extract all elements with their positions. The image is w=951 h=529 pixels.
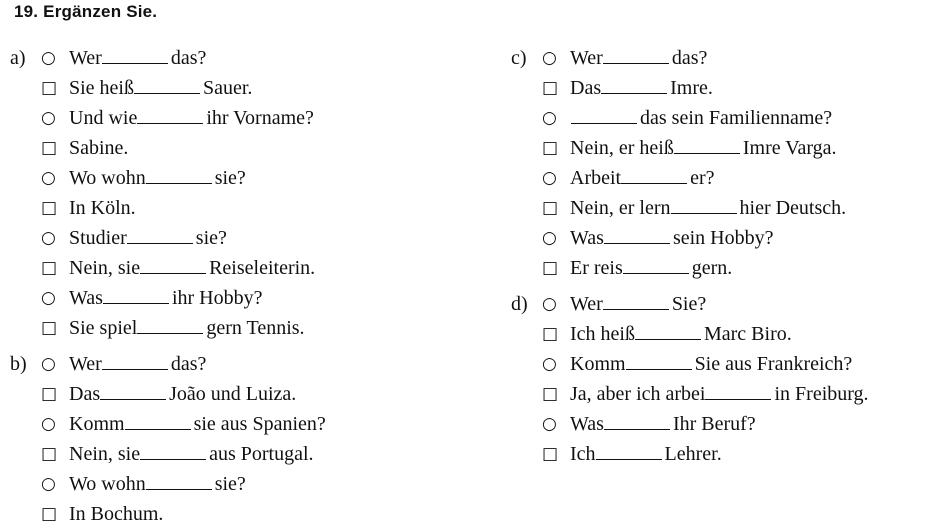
speaker-b-square-icon: □ (41, 258, 58, 278)
line-text-after-blank: das? (671, 47, 708, 69)
dialogue-line (542, 379, 869, 409)
speaker-b-square-icon: □ (41, 198, 58, 218)
fill-in-blank[interactable] (146, 473, 212, 490)
line-text: Sabine. (69, 137, 129, 159)
line-text-after-blank: er? (690, 167, 715, 189)
speaker-b-square-icon: □ (542, 198, 559, 218)
dialogue-line (542, 439, 869, 469)
line-text-after-blank: Ihr Beruf? (672, 413, 756, 435)
fill-in-blank[interactable] (604, 227, 670, 244)
line-text-before-blank: Wo wohn (69, 473, 146, 495)
line-text-before-blank: Sie spiel (69, 317, 138, 339)
line-text-before-blank: Ich (570, 443, 596, 465)
dialogue-line (542, 43, 869, 73)
speaker-b-square-icon: □ (542, 138, 559, 158)
line-text-before-blank: Sie heiß (69, 77, 134, 99)
line-text-before-blank: Das (69, 383, 101, 405)
speaker-a-circle-icon: ○ (41, 168, 56, 188)
dialogue-line (41, 103, 326, 133)
fill-in-blank[interactable] (100, 383, 166, 400)
line-text-after-blank: Sauer. (203, 77, 253, 99)
line-text-before-blank: Arbeit (570, 167, 622, 189)
fill-in-blank[interactable] (671, 197, 737, 214)
line-text-before-blank: Wer (570, 293, 603, 315)
speaker-a-circle-icon: ○ (41, 48, 56, 68)
line-text-before-blank: Ich heiß (570, 323, 635, 345)
line-text-before-blank: Wer (69, 353, 102, 375)
dialogue-line (41, 469, 326, 499)
dialogue-lines (542, 43, 869, 283)
line-text-after-blank: sie? (214, 167, 246, 189)
speaker-a-circle-icon: ○ (41, 354, 56, 374)
line-text-before-blank: Was (69, 287, 103, 309)
line-text-before-blank: Nein, er lern (570, 197, 671, 219)
dialogue-line (542, 103, 869, 133)
right-column (511, 43, 869, 469)
speaker-b-square-icon: □ (542, 444, 559, 464)
dialogue-line (41, 43, 326, 73)
dialogue-line (41, 349, 326, 379)
dialogue-line (542, 409, 869, 439)
dialogue-line (41, 379, 326, 409)
line-text-after-blank: sie? (214, 473, 246, 495)
fill-in-blank[interactable] (102, 47, 168, 64)
line-text-before-blank: Und wie (69, 107, 138, 129)
dialogue-line (41, 133, 326, 163)
speaker-a-circle-icon: ○ (542, 354, 557, 374)
line-text-after-blank: das? (170, 353, 207, 375)
fill-in-blank[interactable] (137, 317, 203, 334)
fill-in-blank[interactable] (705, 383, 771, 400)
line-text-before-blank: Nein, sie (69, 443, 141, 465)
dialogue-line (542, 253, 869, 283)
speaker-b-square-icon: □ (41, 444, 58, 464)
speaker-b-square-icon: □ (41, 138, 58, 158)
section-label: a) (10, 47, 26, 69)
line-text-after-blank: Imre Varga. (742, 137, 837, 159)
line-text-before-blank: Nein, er heiß (570, 137, 674, 159)
line-text-before-blank: Ja, aber ich arbei (570, 383, 706, 405)
dialogue-line (41, 223, 326, 253)
dialogue-lines (41, 43, 326, 343)
dialogue-lines (542, 289, 869, 469)
speaker-b-square-icon: □ (41, 318, 58, 338)
fill-in-blank[interactable] (603, 47, 669, 64)
speaker-b-square-icon: □ (542, 78, 559, 98)
speaker-b-square-icon: □ (542, 258, 559, 278)
dialogue-line (41, 439, 326, 469)
speaker-a-circle-icon: ○ (542, 108, 557, 128)
dialogue-line (41, 163, 326, 193)
line-text-after-blank: Sie aus Frankreich? (694, 353, 853, 375)
line-text-before-blank: Wo wohn (69, 167, 146, 189)
speaker-b-square-icon: □ (41, 78, 58, 98)
fill-in-blank[interactable] (623, 257, 689, 274)
dialogue-line (41, 73, 326, 103)
fill-in-blank[interactable] (603, 293, 669, 310)
fill-in-blank[interactable] (601, 77, 667, 94)
speaker-a-circle-icon: ○ (41, 228, 56, 248)
section-c (511, 43, 869, 283)
speaker-a-circle-icon: ○ (542, 48, 557, 68)
line-text-before-blank: Studier (69, 227, 127, 249)
dialogue-line (542, 289, 869, 319)
line-text-after-blank: aus Portugal. (209, 443, 314, 465)
speaker-b-square-icon: □ (41, 384, 58, 404)
speaker-b-square-icon: □ (542, 384, 559, 404)
fill-in-blank[interactable] (604, 413, 670, 430)
line-text-before-blank: Nein, sie (69, 257, 141, 279)
line-text-after-blank: das sein Familienname? (640, 107, 833, 129)
line-text-after-blank: gern. (691, 257, 733, 279)
speaker-a-circle-icon: ○ (41, 288, 56, 308)
line-text-before-blank: Wer (570, 47, 603, 69)
line-text: In Köln. (69, 197, 136, 219)
dialogue-line (41, 409, 326, 439)
speaker-b-square-icon: □ (41, 504, 58, 524)
fill-in-blank[interactable] (674, 137, 740, 154)
speaker-a-circle-icon: ○ (542, 294, 557, 314)
line-text-before-blank: Komm (570, 353, 626, 375)
left-column (10, 43, 326, 529)
fill-in-blank[interactable] (127, 227, 193, 244)
fill-in-blank[interactable] (125, 413, 191, 430)
line-text-after-blank: ihr Vorname? (206, 107, 314, 129)
line-text-after-blank: sie? (195, 227, 227, 249)
line-text-after-blank: sein Hobby? (672, 227, 774, 249)
speaker-a-circle-icon: ○ (41, 108, 56, 128)
line-text-before-blank: Wer (69, 47, 102, 69)
dialogue-line (542, 319, 869, 349)
line-text-after-blank: hier Deutsch. (739, 197, 847, 219)
speaker-a-circle-icon: ○ (542, 414, 557, 434)
line-text-after-blank: João und Luiza. (169, 383, 297, 405)
dialogue-line (542, 133, 869, 163)
line-text-after-blank: gern Tennis. (206, 317, 305, 339)
line-text-before-blank: Er reis (570, 257, 623, 279)
dialogue-lines (41, 349, 326, 529)
speaker-a-circle-icon: ○ (542, 168, 557, 188)
fill-in-blank[interactable] (102, 353, 168, 370)
section-label: c) (511, 47, 527, 69)
line-text-after-blank: Lehrer. (664, 443, 722, 465)
line-text-after-blank: Sie? (671, 293, 707, 315)
dialogue-line (41, 193, 326, 223)
fill-in-blank[interactable] (635, 323, 701, 340)
line-text-after-blank: Reiseleiterin. (209, 257, 316, 279)
section-d (511, 289, 869, 469)
line-text: In Bochum. (69, 503, 164, 525)
line-text-before-blank: Das (570, 77, 602, 99)
dialogue-line (542, 73, 869, 103)
exercise-title: 19. Ergänzen Sie. (14, 2, 158, 21)
section-label: d) (511, 293, 528, 315)
fill-in-blank[interactable] (571, 107, 637, 124)
fill-in-blank[interactable] (140, 257, 206, 274)
dialogue-line (41, 253, 326, 283)
fill-in-blank[interactable] (146, 167, 212, 184)
line-text-after-blank: Imre. (670, 77, 713, 99)
speaker-a-circle-icon: ○ (41, 414, 56, 434)
section-b (10, 349, 326, 529)
line-text-after-blank: sie aus Spanien? (193, 413, 326, 435)
dialogue-line (542, 163, 869, 193)
fill-in-blank[interactable] (134, 77, 200, 94)
section-a (10, 43, 326, 343)
fill-in-blank[interactable] (621, 167, 687, 184)
fill-in-blank[interactable] (137, 107, 203, 124)
fill-in-blank[interactable] (596, 443, 662, 460)
line-text-before-blank: Komm (69, 413, 125, 435)
speaker-a-circle-icon: ○ (41, 474, 56, 494)
line-text-after-blank: in Freiburg. (774, 383, 869, 405)
speaker-b-square-icon: □ (542, 324, 559, 344)
fill-in-blank[interactable] (626, 353, 692, 370)
dialogue-line (41, 313, 326, 343)
line-text-before-blank: Was (570, 227, 604, 249)
dialogue-line (542, 223, 869, 253)
fill-in-blank[interactable] (103, 287, 169, 304)
speaker-a-circle-icon: ○ (542, 228, 557, 248)
line-text-after-blank: ihr Hobby? (171, 287, 263, 309)
section-label: b) (10, 353, 27, 375)
dialogue-line (41, 499, 326, 529)
dialogue-line (542, 349, 869, 379)
fill-in-blank[interactable] (140, 443, 206, 460)
dialogue-line (41, 283, 326, 313)
dialogue-line (542, 193, 869, 223)
line-text-after-blank: Marc Biro. (703, 323, 792, 345)
line-text-before-blank: Was (570, 413, 604, 435)
line-text-after-blank: das? (170, 47, 207, 69)
